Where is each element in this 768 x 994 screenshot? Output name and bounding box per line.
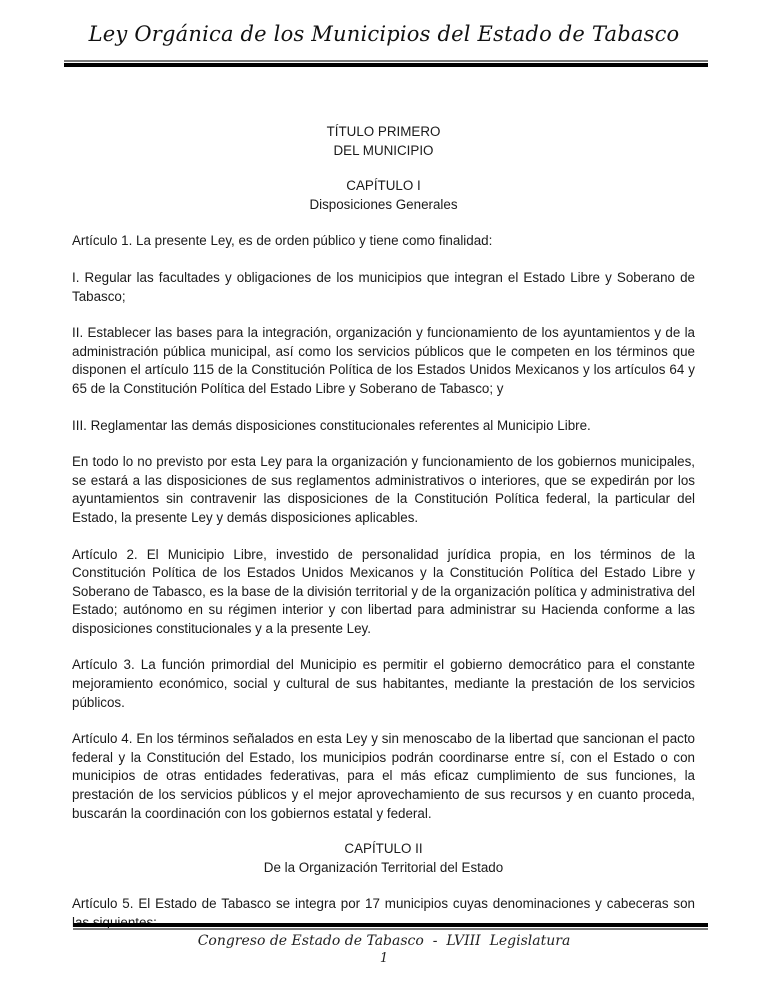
article-1: Artículo 1. La presente Ley, es de orden público y tiene como finalidad:: [72, 233, 493, 249]
title-name: DEL MUNICIPIO: [333, 142, 434, 158]
page-number: 1: [379, 951, 389, 966]
article-5: Artículo 5. El Estado de Tabasco se integra por 17 municipios cuyas denominaciones y cabeceras son: [72, 896, 695, 912]
running-footer-text: Congreso de Estado de Tabasco - LVIII Legislatura: [197, 933, 571, 949]
footer-rule-thick: [73, 923, 708, 927]
title-heading: TÍTULO PRIMERO: [326, 124, 441, 139]
article-1-fraction-i: I. Regular las facultades y obligaciones de los municipios que integran el Estado Libre y Soberano de Tabasco;: [72, 269, 695, 304]
article-3: Artículo 3. La función primordial del Municipio es permitir el gobierno democrático para el constante mejoramiento económico, social y cultural de sus habitantes, mediante la prestación de los servicios públicos.: [72, 657, 695, 710]
header-rule-thin: [64, 60, 708, 62]
chapter-1-name: Disposiciones Generales: [309, 196, 458, 212]
header-rule-thick: [64, 63, 708, 67]
article-1-paragraph: En todo lo no previsto por esta Ley para la organización y funcionamiento de los gobiernos municipales, se estará a las disposiciones de sus reglamentos administrativos o interiores, que se expedirán por los ayuntamientos sin contravenir las disposiciones de la Constitución Política federal, la particular del Estado, la presente Ley y demás disposiciones aplicables.: [72, 454, 695, 525]
header-rule: [64, 60, 708, 67]
chapter-1-heading: CAPÍTULO I: [346, 178, 421, 194]
footer-rule-thin: [73, 928, 708, 930]
footer-rule: [73, 923, 708, 930]
article-2: Artículo 2. El Municipio Libre, investido de personalidad jurídica propia, en los términos de la Constitución Política de los Estados Unidos Mexicanos y la Constitución Política del Estado Libre y Soberano de Tabasco, es la base de la división territorial y de la organización política y administrativa del Estado; autónomo en su régimen interior y con libertad para administrar su Hacienda conforme a las disposiciones constitucionales y a la presente Ley.: [72, 546, 695, 636]
article-4: Artículo 4. En los términos señalados en esta Ley y sin menoscabo de la libertad que sancionan el pacto federal y la Constitución del Estado, los municipios podrán coordinarse entre sí, con el Estado o con municipios de otras entidades federativas, para el más eficaz cumplimiento de sus funciones, la prestación de los servicios públicos y el mejor aprovechamiento de sus recursos y en cuanto proceda, buscarán la coordinación con los gobiernos estatal y federal.: [72, 731, 695, 821]
article-1-fraction-iii: III. Reglamentar las demás disposiciones constitucionales referentes al Municipio Libre.: [72, 417, 591, 433]
chapter-2-name: De la Organización Territorial del Estado: [263, 859, 504, 875]
running-header-title: Ley Orgánica de los Municipios del Estado de Tabasco: [88, 22, 680, 46]
document-body: [72, 123, 695, 933]
chapter-2-heading: CAPÍTULO II: [344, 841, 423, 857]
article-1-fraction-ii: II. Establecer las bases para la integración, organización y funcionamiento de los ayuntamientos y de la administración pública municipal, así como los servicios públicos que le competen en los términos que disponen el artículo 115 de la Constitución Política de los Estados Unidos Mexicanos y los artículos 64 y 65 de la Constitución Política del Estado Libre y Soberano de Tabasco; y: [72, 325, 695, 396]
